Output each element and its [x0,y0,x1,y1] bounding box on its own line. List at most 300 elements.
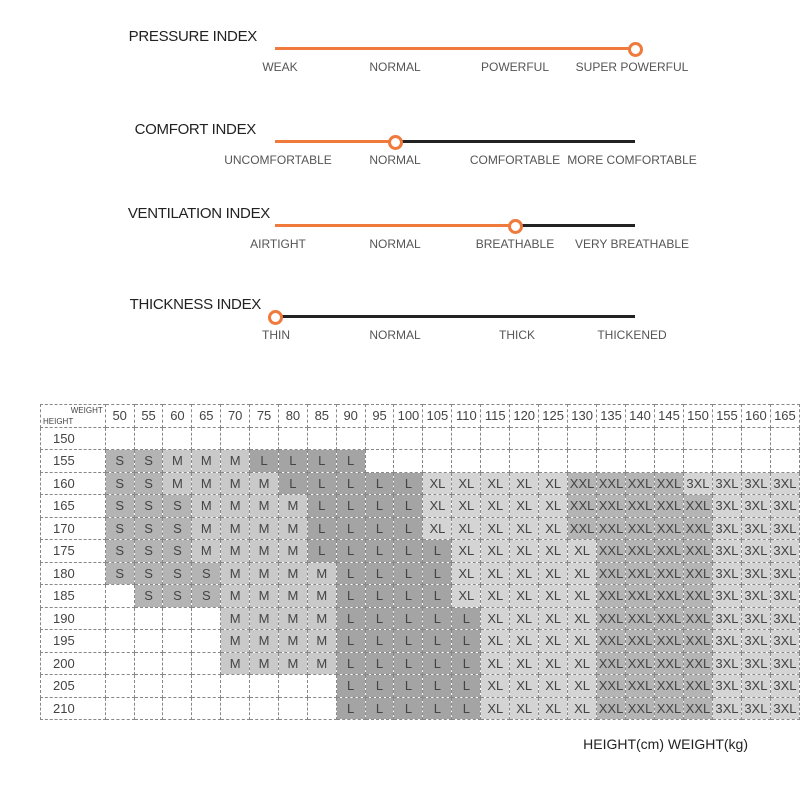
index-track [275,140,635,143]
size-cell: L [336,450,365,473]
size-cell [394,427,423,450]
size-cell: XL [510,517,539,540]
size-cell: M [221,472,250,495]
size-cell: 3XL [712,675,741,698]
weight-header: 135 [597,405,626,428]
size-cell: XL [568,540,597,563]
size-cell: L [394,495,423,518]
size-cell: XXL [597,495,626,518]
size-cell: L [423,652,452,675]
size-cell [336,427,365,450]
size-cell [192,652,221,675]
size-cell: 3XL [712,585,741,608]
index-scale-label: POWERFUL [480,60,550,74]
size-cell: 3XL [770,630,799,653]
size-cell: XL [539,630,568,653]
size-cell [741,450,770,473]
size-cell: S [105,472,134,495]
size-cell: S [192,562,221,585]
size-cell [192,697,221,720]
size-cell: XL [510,472,539,495]
weight-header: 90 [336,405,365,428]
size-cell: XXL [683,607,712,630]
size-cell: XL [481,630,510,653]
size-cell: XL [539,675,568,698]
size-cell: L [452,675,481,698]
weight-header: 145 [655,405,684,428]
size-cell: S [163,517,192,540]
table-row [41,630,800,653]
weight-header: 80 [278,405,307,428]
size-cell: XXL [683,495,712,518]
size-cell: 3XL [741,652,770,675]
size-cell: M [221,562,250,585]
size-cell: XXL [683,630,712,653]
index-scale-label: NORMAL [369,328,421,342]
size-cell: L [365,517,394,540]
size-cell: XL [568,697,597,720]
height-header: 185 [41,585,106,608]
size-cell: XXL [683,517,712,540]
size-cell: L [336,517,365,540]
size-cell: XL [539,472,568,495]
size-cell: XXL [597,652,626,675]
size-cell: XXL [655,495,684,518]
size-cell [278,697,307,720]
size-cell: 3XL [770,495,799,518]
index-fill [275,140,395,143]
size-cell: L [278,450,307,473]
size-cell [365,427,394,450]
size-cell: M [250,517,279,540]
size-cell: M [221,607,250,630]
size-cell [250,675,279,698]
size-cell [134,630,163,653]
size-cell [163,427,192,450]
size-cell: 3XL [712,472,741,495]
size-cell: 3XL [770,697,799,720]
size-cell: 3XL [741,630,770,653]
index-scale-label: NORMAL [369,153,421,167]
size-cell [134,697,163,720]
size-cell: L [394,630,423,653]
size-cell: XL [539,517,568,540]
size-cell: XL [539,585,568,608]
size-cell: L [336,585,365,608]
size-cell [105,607,134,630]
size-cell: L [307,540,336,563]
size-cell: XXL [655,540,684,563]
size-cell: 3XL [770,517,799,540]
corner-height-label: HEIGHT [43,416,74,426]
size-cell: 3XL [712,652,741,675]
index-scale-label: MORE COMFORTABLE [567,153,697,167]
size-cell [481,427,510,450]
size-cell: XL [481,607,510,630]
corner-weight-label: WEIGHT [70,406,103,415]
height-header: 155 [41,450,106,473]
size-cell [163,675,192,698]
size-cell [192,607,221,630]
size-cell: XL [423,495,452,518]
size-cell: M [192,495,221,518]
weight-header: 155 [712,405,741,428]
index-track [275,47,635,50]
height-header: 190 [41,607,106,630]
size-cell: L [336,495,365,518]
size-cell: 3XL [712,607,741,630]
size-cell: L [336,630,365,653]
size-cell: L [365,652,394,675]
size-cell [163,630,192,653]
size-cell: S [163,495,192,518]
size-cell: XXL [597,630,626,653]
size-cell: M [250,562,279,585]
size-cell: XXL [626,652,655,675]
size-cell [307,697,336,720]
size-cell: L [365,540,394,563]
size-cell: M [278,607,307,630]
weight-header: 110 [452,405,481,428]
index-scale-label: COMFORTABLE [469,153,561,167]
size-cell [105,630,134,653]
index-title: PRESSURE INDEX [128,28,257,45]
size-cell: S [105,540,134,563]
size-cell: XL [539,540,568,563]
size-cell: XL [481,562,510,585]
size-cell: L [452,630,481,653]
index-title: THICKNESS INDEX [129,296,261,313]
size-cell: L [394,585,423,608]
table-row [41,607,800,630]
size-cell: XXL [597,517,626,540]
size-cell: 3XL [770,562,799,585]
height-header: 150 [41,427,106,450]
size-cell: M [250,495,279,518]
weight-header: 60 [163,405,192,428]
size-cell: XL [510,540,539,563]
size-cell: L [336,697,365,720]
size-cell: L [336,607,365,630]
size-cell: XL [481,472,510,495]
size-cell: XL [568,630,597,653]
height-header: 170 [41,517,106,540]
size-cell: XXL [568,517,597,540]
weight-header: 55 [134,405,163,428]
size-cell [597,450,626,473]
size-cell: XXL [655,517,684,540]
size-cell: L [307,450,336,473]
size-cell [134,607,163,630]
size-cell: M [278,652,307,675]
size-cell [481,450,510,473]
weight-header: 160 [741,405,770,428]
size-cell: XXL [683,697,712,720]
size-cell: 3XL [770,675,799,698]
size-cell: M [221,495,250,518]
size-cell: 3XL [770,472,799,495]
size-cell: M [278,540,307,563]
size-cell: M [307,562,336,585]
table-row [41,585,800,608]
index-scale-label: WEAK [262,60,298,74]
size-cell: S [134,517,163,540]
table-row [41,427,800,450]
size-cell: S [134,540,163,563]
size-cell: XXL [683,585,712,608]
index-scale-label: THICKENED [597,328,667,342]
size-cell [278,427,307,450]
size-cell [163,697,192,720]
size-cell: L [307,517,336,540]
size-cell [626,450,655,473]
size-cell: XL [539,607,568,630]
size-cell: 3XL [741,495,770,518]
size-cell: L [336,675,365,698]
size-cell: 3XL [741,517,770,540]
size-cell: M [221,585,250,608]
size-cell: XXL [626,607,655,630]
size-cell: XXL [655,585,684,608]
index-knob [508,219,523,234]
size-cell: M [192,450,221,473]
size-cell: M [278,517,307,540]
index-fill [275,47,635,50]
size-cell: 3XL [741,585,770,608]
size-cell: M [278,562,307,585]
size-cell: XXL [683,540,712,563]
size-cell: 3XL [712,697,741,720]
size-cell: XL [481,495,510,518]
size-cell: XXL [655,630,684,653]
size-cell [394,450,423,473]
size-cell: XL [423,472,452,495]
weight-header: 95 [365,405,394,428]
size-cell [365,450,394,473]
height-header: 195 [41,630,106,653]
size-cell: L [452,607,481,630]
size-cell: L [365,472,394,495]
size-cell: M [278,495,307,518]
weight-header: 125 [539,405,568,428]
weight-header: 165 [770,405,799,428]
size-cell [712,427,741,450]
height-header: 160 [41,472,106,495]
weight-header: 140 [626,405,655,428]
size-cell [221,675,250,698]
size-cell: XXL [655,675,684,698]
size-cell: S [163,585,192,608]
size-cell: L [365,630,394,653]
size-cell: XXL [683,562,712,585]
size-cell: L [336,652,365,675]
index-knob [628,42,643,57]
size-cell: S [134,562,163,585]
size-cell: M [221,652,250,675]
size-cell: XL [510,562,539,585]
size-cell: L [394,472,423,495]
size-cell: 3XL [712,540,741,563]
weight-header: 65 [192,405,221,428]
size-cell: XL [510,675,539,698]
size-cell: L [365,697,394,720]
size-cell: 3XL [741,697,770,720]
size-cell: XL [539,562,568,585]
table-row [41,652,800,675]
size-cell [423,427,452,450]
size-cell: L [307,472,336,495]
size-cell: XL [481,517,510,540]
size-cell: XL [568,585,597,608]
size-cell [307,675,336,698]
size-cell: XL [510,607,539,630]
size-cell: 3XL [741,675,770,698]
size-cell [626,427,655,450]
index-scale-label: THICK [499,328,535,342]
weight-header: 85 [307,405,336,428]
size-cell: S [105,562,134,585]
size-cell: 3XL [712,517,741,540]
size-cell: XL [539,697,568,720]
size-cell: XL [568,607,597,630]
size-cell: XL [510,585,539,608]
size-chart [40,404,800,720]
size-cell: S [134,450,163,473]
size-cell: M [192,517,221,540]
size-cell [105,697,134,720]
size-cell: L [423,585,452,608]
size-cell [105,675,134,698]
index-scale-label: AIRTIGHT [250,237,306,251]
size-cell [250,697,279,720]
size-cell: S [134,585,163,608]
size-cell: XXL [626,697,655,720]
size-cell: L [278,472,307,495]
index-track [275,224,635,227]
index-scale-label: UNCOMFORTABLE [224,153,332,167]
size-cell: XL [510,697,539,720]
size-cell [539,450,568,473]
size-cell [134,652,163,675]
table-header-row [41,405,800,428]
size-cell: XXL [626,675,655,698]
table-row [41,675,800,698]
weight-header: 150 [683,405,712,428]
size-cell: L [394,697,423,720]
size-cell: XL [510,630,539,653]
index-fill [275,224,515,227]
size-cell: 3XL [712,630,741,653]
size-cell: XL [452,472,481,495]
size-cell: L [394,607,423,630]
size-cell: L [307,495,336,518]
size-cell: 3XL [770,540,799,563]
size-cell: XL [568,675,597,698]
size-cell [250,427,279,450]
size-cell: 3XL [712,495,741,518]
index-knob [388,135,403,150]
size-cell: XXL [568,495,597,518]
weight-header: 75 [250,405,279,428]
size-cell: 3XL [683,472,712,495]
size-cell [134,427,163,450]
size-cell: 3XL [770,607,799,630]
height-header: 180 [41,562,106,585]
size-cell [683,450,712,473]
index-scale-label: NORMAL [369,237,421,251]
size-cell [452,450,481,473]
size-cell: M [250,472,279,495]
size-cell: L [423,607,452,630]
height-header: 200 [41,652,106,675]
size-cell: L [394,517,423,540]
size-cell: M [221,630,250,653]
height-header: 165 [41,495,106,518]
table-row [41,540,800,563]
size-cell: XL [452,562,481,585]
size-cell: L [365,495,394,518]
size-cell [770,427,799,450]
size-cell: 3XL [770,652,799,675]
size-cell: XL [423,517,452,540]
weight-header: 130 [568,405,597,428]
size-cell: XXL [655,472,684,495]
size-cell: XXL [683,675,712,698]
size-cell: L [365,562,394,585]
index-comfort-index [0,121,800,200]
size-cell: XXL [597,585,626,608]
size-cell [510,450,539,473]
index-pressure-index [0,28,800,107]
size-cell: XXL [597,697,626,720]
size-cell [105,652,134,675]
size-cell: XXL [597,472,626,495]
size-cell: M [307,607,336,630]
size-cell: M [250,607,279,630]
size-cell: XL [481,697,510,720]
size-cell: L [423,697,452,720]
size-cell: XXL [626,630,655,653]
size-cell: XXL [655,607,684,630]
size-cell: XL [452,495,481,518]
size-cell: XXL [597,607,626,630]
size-cell: XL [481,675,510,698]
table-row [41,450,800,473]
size-cell [712,450,741,473]
index-scale-label: VERY BREATHABLE [574,237,690,251]
size-cell: XXL [597,540,626,563]
table-corner [41,405,106,428]
size-cell [134,675,163,698]
size-cell [770,450,799,473]
height-header: 175 [41,540,106,563]
size-cell: S [134,472,163,495]
size-cell: M [278,630,307,653]
size-cell: 3XL [770,585,799,608]
size-cell [741,427,770,450]
size-cell: XXL [597,675,626,698]
size-cell: XL [510,652,539,675]
index-thickness-index [0,296,800,375]
weight-header: 100 [394,405,423,428]
size-cell: XL [481,652,510,675]
size-cell [163,652,192,675]
size-cell [655,427,684,450]
index-scale-label: BREATHABLE [475,237,555,251]
size-cell: L [452,697,481,720]
index-scale-label: NORMAL [369,60,421,74]
size-cell [192,630,221,653]
